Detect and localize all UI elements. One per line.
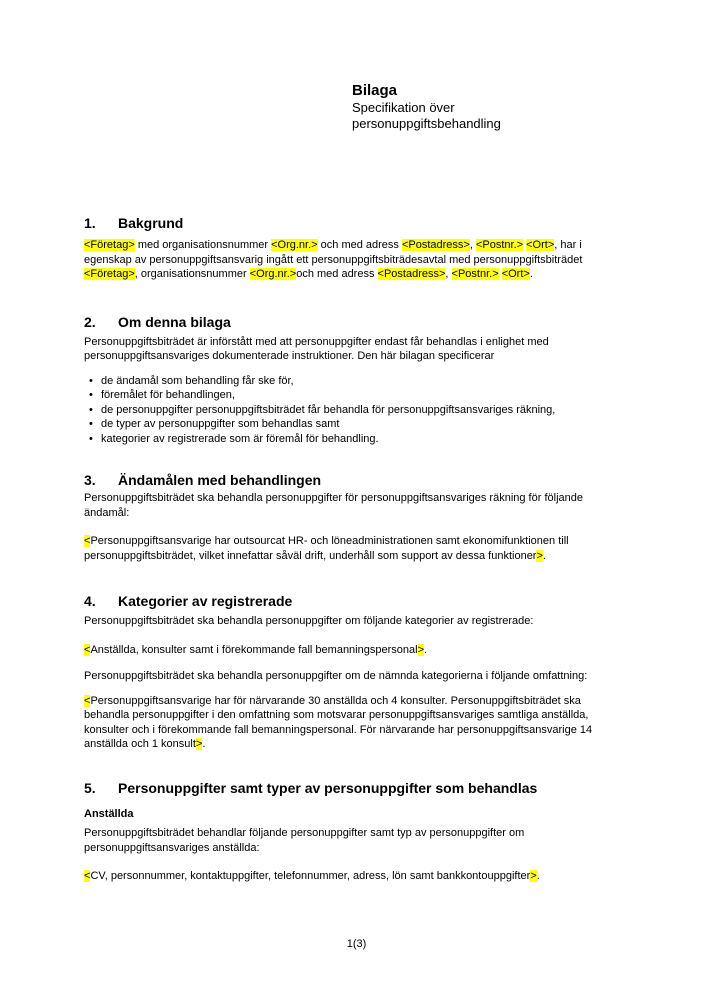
paragraph-omfattning-intro: Personuppgiftsbiträdet ska behandla personuppgifter om de nämnda kategorierna i följande omfattning:	[84, 670, 588, 682]
placeholder-highlight: <	[84, 694, 91, 707]
placeholder-highlight: <Postadress>	[377, 268, 446, 280]
text-segment: .	[542, 549, 546, 562]
section-heading-om-denna-bilaga	[84, 314, 629, 331]
section-number: 5.	[84, 779, 96, 796]
paragraph-kategorier-intro: Personuppgiftsbiträdet ska behandla personuppgifter om följande kategorier av registrerade:	[84, 615, 534, 627]
document-subtitle-line1: Specifikation över	[352, 100, 455, 115]
bullet-item: • föremålet för behandlingen,	[84, 388, 629, 403]
bullet-item: • de ändamål som behandling får ske för,	[84, 374, 629, 389]
section-title: Personuppgifter samt typer av personuppgifter som behandlas	[118, 779, 538, 796]
placeholder-highlight: <Företag>	[84, 239, 135, 251]
section-title: Ändamålen med behandlingen	[118, 472, 322, 488]
section-number: 1.	[84, 215, 96, 231]
text-segment: , organisationsnummer	[134, 268, 250, 280]
placeholder-highlight: <Org.nr.>	[249, 268, 297, 280]
document-subtitle-line2: personuppgiftsbehandling	[352, 116, 501, 131]
bullet-item: • de personuppgifter personuppgiftsbiträdet får behandla för personuppgiftsansvariges räkning,	[84, 403, 629, 418]
text-segment: Anställda, konsulter samt i förekommande fall bemanningspersonal	[90, 643, 418, 656]
section-heading-bakgrund	[84, 215, 629, 232]
bullet-item: • kategorier av registrerade som är föremål för behandling.	[84, 432, 629, 447]
text-segment: och med adress	[317, 239, 402, 251]
subsection-heading-anstallda: Anställda	[84, 807, 134, 820]
section-title: Bakgrund	[118, 215, 184, 231]
placeholder-highlight: <Postnr.>	[451, 268, 499, 280]
text-segment: .	[202, 738, 206, 750]
paragraph-andamalen-intro: Personuppgiftsbiträdet ska behandla personuppgifter för personuppgiftsansvariges räkning för följande ändamål:	[84, 492, 583, 519]
section-number: 4.	[84, 593, 96, 609]
paragraph-omfattning-placeholder	[84, 694, 629, 752]
text-segment: CV, personnummer, kontaktuppgifter, telefonnummer, adress, lön samt bankkontouppgifter	[90, 870, 531, 882]
paragraph-anstallda-intro: Personuppgiftsbiträdet behandlar följande personuppgifter samt typ av personuppgifter om personuppgiftsansvariges anställda:	[84, 827, 525, 854]
document-header	[352, 82, 501, 132]
text-segment: och med adress	[296, 268, 378, 280]
section-heading-andamalen	[84, 472, 629, 489]
placeholder-highlight: <Ort>	[501, 268, 530, 280]
placeholder-highlight: >	[417, 643, 424, 656]
text-segment: , har i egenskap av personuppgiftsansvarig ingått ett personuppgiftsbiträdesavtal med personuppgiftsbiträdet	[84, 239, 583, 266]
placeholder-highlight: <	[84, 535, 91, 547]
text-segment: ,	[469, 239, 476, 251]
section-number: 3.	[84, 472, 96, 488]
placeholder-highlight: <Postadress>	[401, 239, 470, 251]
placeholder-highlight: <	[84, 870, 91, 882]
placeholder-highlight: >	[536, 549, 543, 562]
paragraph-bakgrund	[84, 238, 629, 282]
text-segment: ,	[445, 268, 452, 280]
placeholder-highlight: >	[530, 870, 537, 882]
placeholder-highlight: <Postnr.>	[475, 239, 524, 251]
section-heading-personuppgifter	[84, 780, 629, 797]
text-segment: .	[424, 643, 428, 656]
text-segment: .	[529, 268, 533, 280]
paragraph-anstallda-placeholder	[84, 869, 629, 884]
section-title: Om denna bilaga	[118, 313, 231, 330]
paragraph-om-denna-bilaga-intro: Personuppgiftsbiträdet är införstått med att personuppgifter endast får behandlas i enlighet med personuppgiftsansvariges dokumenterade instruktioner. Den här bilagan specificerar	[84, 335, 549, 362]
placeholder-highlight: <	[84, 643, 91, 656]
text-segment: med organisationsnummer	[134, 239, 272, 251]
bullet-item: • de typer av personuppgifter som behandlas samt	[84, 417, 629, 432]
placeholder-highlight: <Företag>	[84, 268, 135, 280]
bullet-list-specifikation	[84, 374, 629, 447]
text-segment: .	[536, 870, 540, 882]
text-segment: Personuppgiftsansvarige har outsourcat HR- och löneadministrationen samt ekonomifunktionen till personuppgiftsbiträdet, vilket innefattar såväl drift, underhåll som support av dessa funktioner	[84, 535, 569, 562]
placeholder-highlight: <Ort>	[526, 239, 555, 251]
placeholder-highlight: >	[195, 738, 203, 750]
section-heading-kategorier	[84, 593, 629, 610]
section-number: 2.	[84, 313, 96, 330]
section-title: Kategorier av registrerade	[118, 593, 293, 609]
text-segment: Personuppgiftsansvarige har för närvarande 30 anställda och 4 konsulter. Personuppgiftsbiträdet ska behandla personuppgifter i den omfattning som motsvarar personuppgiftsansvariges samtliga anställda, konsulter och i förekommande fall bemanningspersonal. För närvarande har personuppgiftsansvarige 14 anställda och 1 konsult	[84, 694, 593, 750]
placeholder-highlight: <Org.nr.>	[271, 239, 318, 251]
document-title: Bilaga	[352, 82, 398, 99]
paragraph-kategorier-placeholder	[84, 643, 629, 658]
document-body	[84, 215, 629, 884]
paragraph-andamalen-placeholder	[84, 534, 629, 563]
page-number: 1(3)	[346, 938, 367, 950]
